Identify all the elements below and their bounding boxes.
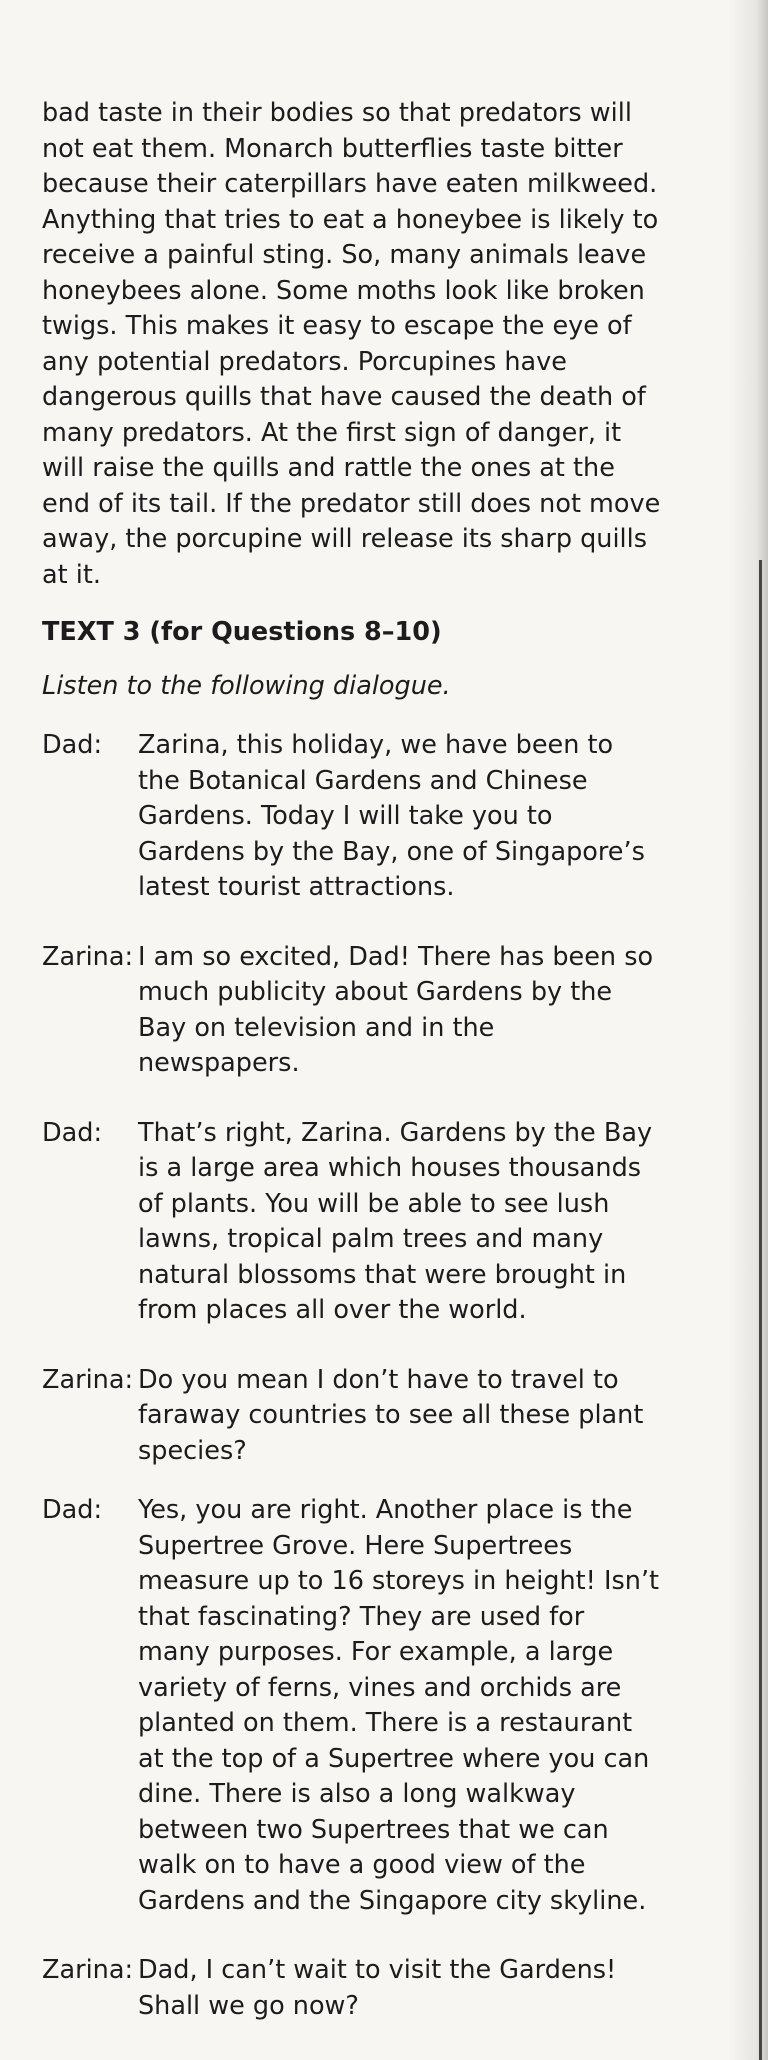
dialogue-line: Do you mean I don’t have to travel to faraway countries to see all these plant species? — [138, 1364, 644, 1466]
speaker-label: Zarina: — [42, 941, 134, 972]
dialogue-line: Zarina, this holiday, we have been to the Botanical Gardens and Chinese Gardens. Today I will take you to Gardens by the Bay, one of Singapore’s latest tourist attractions. — [138, 730, 645, 902]
dialogue-line: Yes, you are right. Another place is the Supertree Grove. Here Supertrees measure up to 16 storeys in height! Isn’t that fascinating? They are used for many purposes. For example, a large variety of ferns, vines and orchids are planted on them. There is a restaurant at the top of a Supertree where you can dine. There is also a long walkway between two Supertrees that we can walk on to have a good view of the Gardens and the Singapore city skyline. — [138, 1495, 660, 1916]
dialogue-turn — [42, 728, 662, 906]
document-column — [42, 96, 662, 2058]
dialogue-turn — [42, 1116, 662, 1329]
dialogue-line: I am so excited, Dad! There has been so much publicity about Gardens by the Bay on television and in the newspapers. — [138, 941, 654, 1078]
page-shadow — [728, 0, 768, 2060]
speaker-label: Zarina: — [42, 1364, 134, 1395]
speaker-label: Dad: — [42, 1117, 103, 1148]
dialogue-turn — [42, 1953, 662, 2024]
page-edge — [759, 560, 762, 2060]
speaker-label: Dad: — [42, 730, 103, 760]
listening-instruction: Listen to the following dialogue. — [42, 670, 451, 701]
dialogue-turn — [42, 1363, 662, 1470]
speaker-label: Dad: — [42, 1495, 103, 1525]
dialogue-line: That’s right, Zarina. Gardens by the Bay is a large area which houses thousands of plants. You will be able to see lush lawns, tropical palm trees and many natural blossoms that were brought in from places all over the world. — [138, 1117, 653, 1325]
speaker-label: Zarina: — [42, 1955, 134, 1985]
passage-paragraph: bad taste in their bodies so that predators will not eat them. Monarch butterflies taste bitter because their caterpillars have eaten milkweed. Anything that tries to eat a honeybee is likely to receive a painful sting. So, many animals leave honeybees alone. Some moths look like broken twigs. This makes it easy to escape the eye of any potential predators. Porcupines have dangerous quills that have caused the death of many predators. At the first sign of danger, it will raise the quills and rattle the ones at the end of its tail. If the predator still does not move away, the porcupine will release its sharp quills at it. — [42, 98, 661, 590]
dialogue-turn — [42, 1493, 662, 1919]
text-3-heading: TEXT 3 (for Questions 8–10) — [42, 617, 442, 647]
dialogue-turn — [42, 940, 662, 1082]
dialogue-line: Dad, I can’t wait to visit the Gardens! Shall we go now? — [138, 1955, 617, 2021]
